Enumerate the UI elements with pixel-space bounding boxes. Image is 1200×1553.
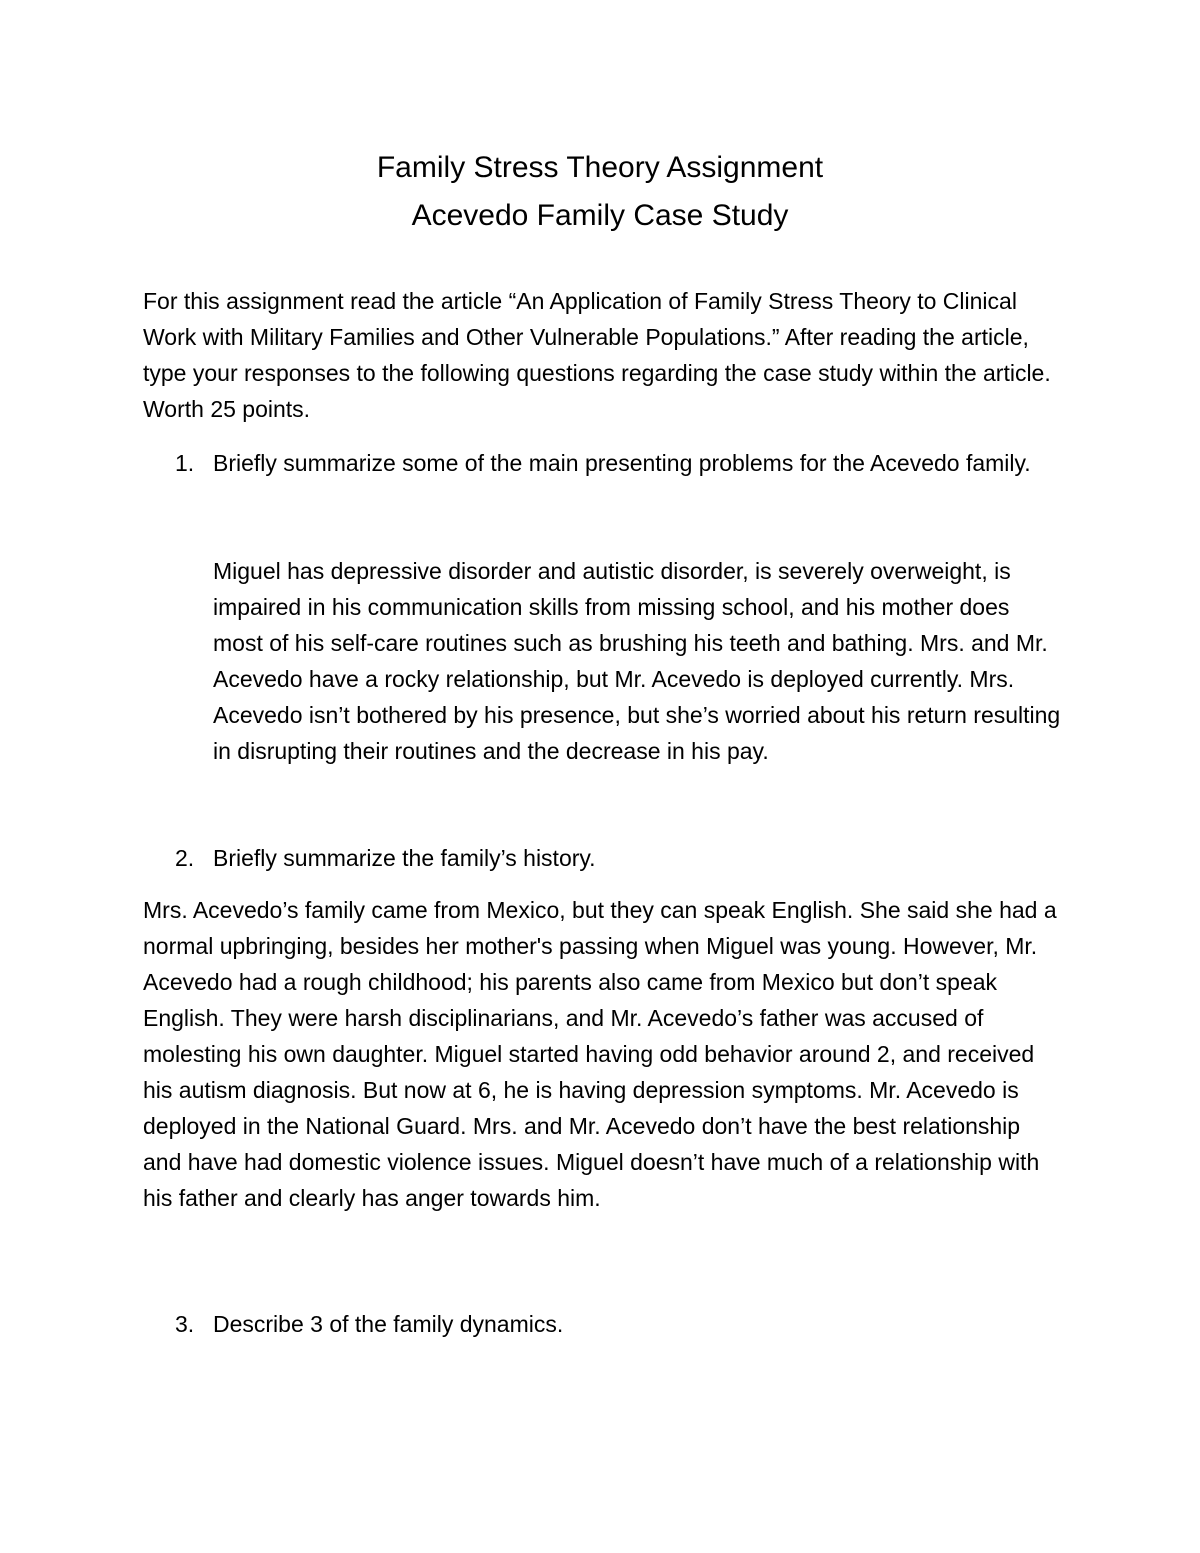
- question-text: Describe 3 of the family dynamics.: [213, 1311, 564, 1337]
- document-title: Family Stress Theory Assignment: [376, 151, 824, 184]
- document-subtitle: Acevedo Family Case Study: [411, 199, 789, 232]
- question-text: Briefly summarize some of the main presenting problems for the Acevedo family.: [213, 450, 1031, 476]
- question-number: 3.: [175, 1311, 195, 1337]
- question-number: 1.: [175, 450, 195, 476]
- question-text: Briefly summarize the family’s history.: [213, 845, 596, 871]
- answer-1-paragraph: Miguel has depressive disorder and autistic disorder, is severely overweight, is impaired in his communication skills from missing school, and his mother does most of his self-care routines such as brushing his teeth and bathing. Mrs. and Mr. Acevedo have a rocky relationship, but Mr. Acevedo is deployed currently. Mrs. Acevedo isn’t bothered by his presence, but she’s worried about his return resulting in disrupting their routines and the decrease in his pay.: [213, 558, 1061, 764]
- title-block: [0, 144, 1200, 240]
- intro-paragraph: For this assignment read the article “An Application of Family Stress Theory to Clinical Work with Military Families and Other Vulnerable Populations.” After reading the article, type your responses to the following questions regarding the case study within the article. Worth 25 points.: [143, 288, 1051, 422]
- answer-2-paragraph: Mrs. Acevedo’s family came from Mexico, but they can speak English. She said she had a normal upbringing, besides her mother's passing when Miguel was young. However, Mr. Acevedo had a rough childhood; his parents also came from Mexico but don’t speak English. They were harsh disciplinarians, and Mr. Acevedo’s father was accused of molesting his own daughter. Miguel started having odd behavior around 2, and received his autism diagnosis. But now at 6, he is having depression symptoms. Mr. Acevedo is deployed in the National Guard. Mrs. and Mr. Acevedo don’t have the best relationship and have had domestic violence issues. Miguel doesn’t have much of a relationship with his father and clearly has anger towards him.: [143, 897, 1057, 1211]
- question-number: 2.: [175, 845, 195, 871]
